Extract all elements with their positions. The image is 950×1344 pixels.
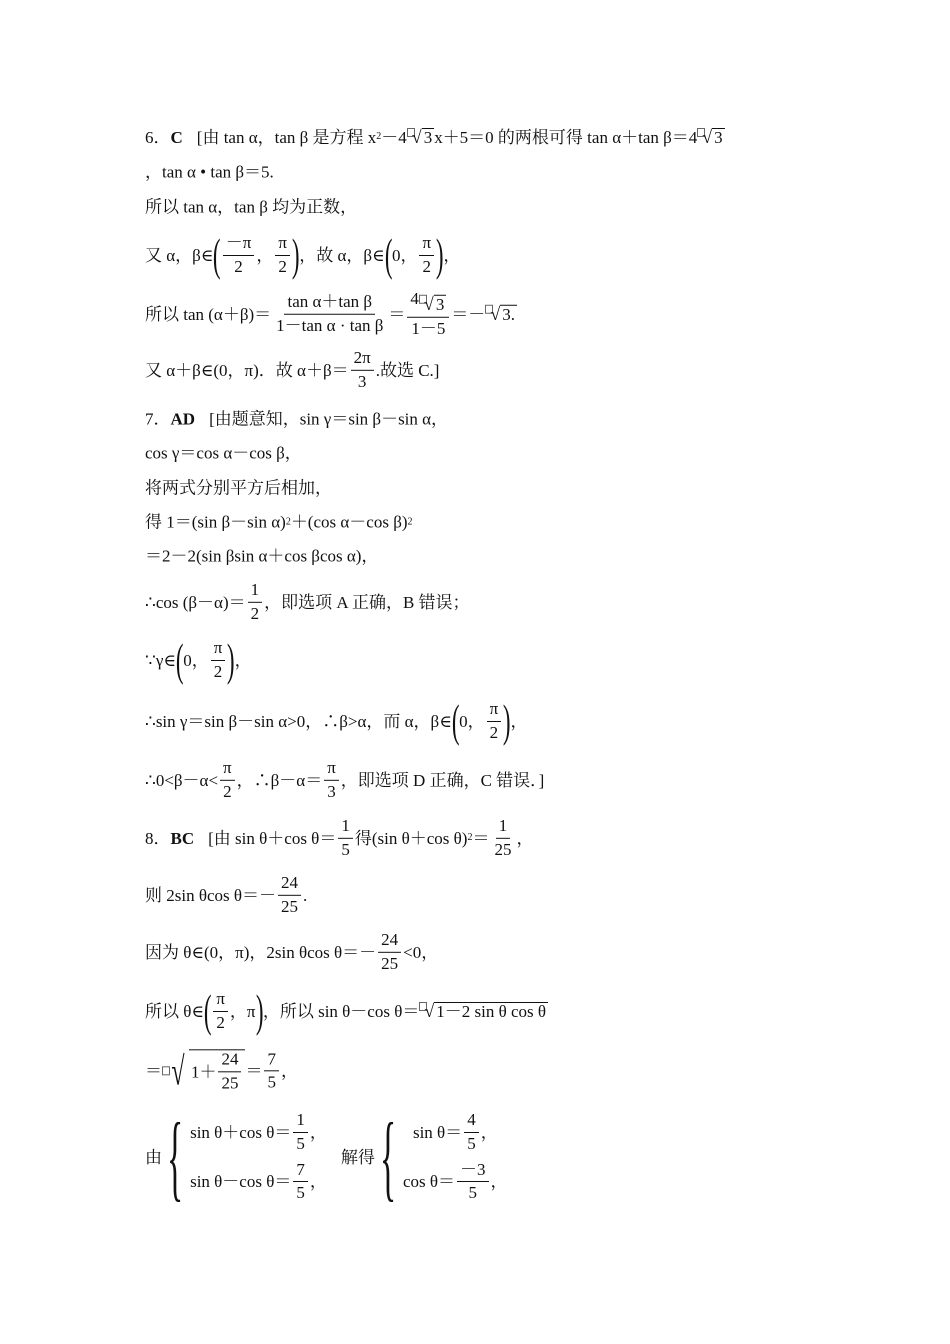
text: <0， xyxy=(403,942,439,962)
text: 又 α＋β∈(0，π)．故 α＋β＝ xyxy=(145,360,349,380)
text: ＝ xyxy=(145,1061,162,1081)
text: cos γ＝cos α－cos β， xyxy=(145,443,302,463)
fraction: $\frac{\pi}{2}$ xyxy=(487,700,502,742)
text: 又 α，β∈ xyxy=(145,245,214,265)
q8-number: 8． xyxy=(145,828,171,848)
q7-answer: AD xyxy=(170,409,196,429)
fraction: $\frac{24}{25}$ xyxy=(378,931,401,973)
text: ，故 α，β∈ xyxy=(299,245,385,265)
q7-line-2 xyxy=(145,445,302,462)
text: x＋5＝0 的两根可得 tan α＋tan β＝4 xyxy=(434,127,698,147)
q7-line-8: ∴sin γ＝sin β－sin α>0，∴β>α，而 α，β∈ ( 0， $\frac{\pi}{2}$ ) ， xyxy=(145,695,528,746)
q7-line-1 xyxy=(145,411,448,428)
text: 所以 tan (α＋β)＝ xyxy=(145,304,272,324)
sqrt: √ 3 xyxy=(697,128,724,146)
text: ， xyxy=(256,245,274,265)
q7-line-5 xyxy=(145,548,378,565)
fraction: $\frac{\pi}{2}$ xyxy=(211,639,226,681)
text: ，∴β－α＝ xyxy=(236,770,323,790)
text: ∴cos (β－α)＝ xyxy=(145,592,246,612)
text: ， xyxy=(234,650,252,670)
q7-line-7: ∵γ∈ ( 0， $\frac{\pi}{2}$ ) ， xyxy=(145,634,252,685)
text: ＝ xyxy=(245,1061,263,1081)
text: ＝2－2(sin βsin α＋cos βcos α)， xyxy=(145,546,379,566)
q8-line-4: 所以 θ∈ ( $\frac{\pi}{2}$ ，π ) ，所以 sin θ－cos θ＝ √ 1－2 sin θ cos θ xyxy=(145,985,547,1036)
text: [由 sin θ＋cos θ＝ xyxy=(208,828,337,848)
q6-line-4: 又 α，β∈ ( $\frac{-\pi}{2}$ ， $\frac{\pi}{2}$ ) ，故 α，β∈ ( 0， $\frac{\pi}{2}$ ) ， xyxy=(145,229,461,280)
fraction: $\frac{\text{tan α＋tan β}}{\text{1－tan α · tan β}}$ xyxy=(276,291,384,335)
text: ＋(cos α－cos β) xyxy=(290,512,408,532)
text: ， xyxy=(516,828,534,848)
text: ＝－ xyxy=(451,304,486,324)
text: 因为 θ∈(0，π)，2sin θcos θ＝－ xyxy=(145,942,377,962)
text: ∴sin γ＝sin β－sin α>0，∴β>α，而 α，β∈ xyxy=(145,711,452,731)
q7-line-3 xyxy=(145,480,332,497)
text: 解得 xyxy=(340,1147,375,1167)
q8-line-1: 8． BC [由 sin θ＋cos θ＝ $\frac{1}{5}$ 得(sin θ＋cos θ) 2 ＝ $\frac{1}{25}$ ， xyxy=(145,815,534,859)
fraction: 4 √ 3 1－5 xyxy=(407,290,449,338)
text: 所以 tan α，tan β 均为正数， xyxy=(145,197,358,217)
q7-line-4: 得 1＝(sin β－sin α) 2 ＋(cos α－cos β) 2 xyxy=(145,512,413,532)
text: ， xyxy=(443,245,461,265)
sqrt: √ 3. xyxy=(485,305,517,323)
q8-line-6: 由 { sin θ＋cos θ＝ $\frac{1}{5}$ ， sin θ－cos θ＝ $\frac{7}{5}$ ， 解得 { sin θ＝ $\frac{4}{5}$ ， cos θ＝ $\frac{-3}{5}$ ， xyxy=(145,1103,508,1210)
text: . xyxy=(303,885,308,905)
fraction: $\frac{7}{5}$ xyxy=(264,1050,279,1092)
solution-system: sin θ＝ $\frac{4}{5}$ ， cos θ＝ $\frac{-3}{5}$ ， xyxy=(402,1110,508,1203)
fraction: $\frac{\pi}{2}$ xyxy=(275,234,290,276)
sqrt: √ 1－2 sin θ cos θ xyxy=(419,1002,548,1020)
fraction: $\frac{\pi}{2}$ xyxy=(213,990,228,1032)
text: [由 tan α，tan β 是方程 x xyxy=(196,127,377,147)
q8-line-3 xyxy=(145,931,438,973)
text: ， xyxy=(280,1061,298,1081)
text: ，即选项 D 正确，C 错误．] xyxy=(340,770,545,790)
q6-line-2 xyxy=(145,164,274,181)
text: ，所以 sin θ－cos θ＝ xyxy=(262,1001,420,1021)
q7-line-9 xyxy=(145,759,544,801)
q6-line-1: 6． C [由 tan α，tan β 是方程 x 2 －4 √ 3 x＋5＝0 的两根可得 tan α＋tan β＝4 √ 3 xyxy=(145,127,723,147)
text: 得(sin θ＋cos θ) xyxy=(354,828,468,848)
q7-number: 7． xyxy=(145,409,171,429)
q6-line-5 xyxy=(145,290,517,338)
text: 则 2sin θcos θ＝－ xyxy=(145,885,277,905)
fraction: $\frac{1}{5}$ xyxy=(338,817,353,859)
text: 得 1＝(sin β－sin α) xyxy=(145,512,286,532)
q8-answer: BC xyxy=(170,828,195,848)
q7-line-6 xyxy=(145,581,470,623)
q8-line-2 xyxy=(145,874,307,916)
text: ∴0<β－α< xyxy=(145,770,219,790)
text: 0， xyxy=(391,245,418,265)
text: 所以 θ∈ xyxy=(145,1001,204,1021)
q6-line-3 xyxy=(145,199,357,216)
text: 0， xyxy=(459,711,485,731)
text: －4 xyxy=(381,127,407,147)
fraction: $\frac{\pi}{3}$ xyxy=(324,759,339,801)
text: ，tan α • tan β＝5. xyxy=(145,162,274,182)
text: ， xyxy=(510,711,528,731)
text: 由 xyxy=(145,1147,162,1167)
fraction: $\frac{-\pi}{2}$ xyxy=(223,234,255,276)
text: ＝ xyxy=(388,304,406,324)
text: 将两式分别平方后相加， xyxy=(145,478,332,498)
equation-system: sin θ＋cos θ＝ $\frac{1}{5}$ ， sin θ－cos θ＝ $\frac{7}{5}$ ， xyxy=(190,1110,327,1203)
fraction: $\frac{2\pi}{3}$ xyxy=(351,349,374,391)
q6-line-6 xyxy=(145,349,439,391)
fraction: $\frac{1}{2}$ xyxy=(248,581,263,623)
text: [由题意知，sin γ＝sin β－sin α， xyxy=(209,409,449,429)
fraction: $\frac{\pi}{2}$ xyxy=(419,234,434,276)
q8-line-5 xyxy=(145,1049,298,1092)
text: ∵γ∈ xyxy=(145,650,176,670)
text: ，π xyxy=(229,1001,256,1021)
sqrt: √ 1＋ $\frac{24}{25}$ xyxy=(162,1049,245,1092)
text: .故选 C.] xyxy=(375,360,440,380)
text: ＝ xyxy=(472,828,490,848)
fraction: $\frac{1}{25}$ xyxy=(494,815,512,859)
fraction: $\frac{24}{25}$ xyxy=(278,874,301,916)
q6-answer: C xyxy=(170,127,183,147)
fraction: $\frac{\pi}{2}$ xyxy=(220,759,235,801)
text: ，即选项 A 正确，B 错误； xyxy=(264,592,470,612)
sqrt: √ 3 xyxy=(407,128,434,146)
q6-number: 6． xyxy=(145,127,171,147)
text: 0， xyxy=(183,650,209,670)
